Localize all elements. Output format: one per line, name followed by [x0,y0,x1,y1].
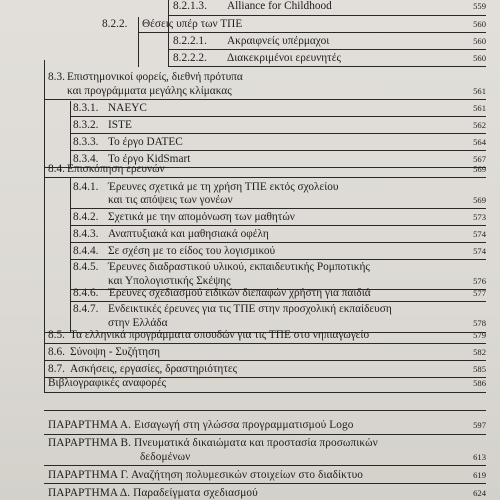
toc-entry-8-4-4 [0,244,500,258]
toc-page: 585 [473,364,486,374]
toc-entry-8-5 [0,328,500,342]
toc-title: Το έργο KidSmart [108,153,191,165]
toc-number: 8.4.1. [73,181,99,193]
appendix-title: ΠΑΡΑΡΤΗΜΑ Β. Πνευματικά δικαιώματα και προστασία προσωπικών [48,437,378,449]
toc-entry-references [0,376,500,390]
toc-page: 561 [473,86,486,96]
toc-title: Έρευνες διαδραστικού υλικού, εκπαιδευτικής Ρομποτικής [108,261,370,273]
toc-title: ISTE [108,119,132,131]
appendix-page: 613 [473,452,486,462]
entry-underline [44,343,486,344]
toc-title: Alliance for Childhood [227,0,332,12]
toc-page: 569 [473,195,486,205]
appendix-title: ΠΑΡΑΡΤΗΜΑ Δ. Παραδείγματα σχεδιασμού [48,487,258,499]
level3-bracket [138,17,139,67]
entry-underline [44,434,486,435]
toc-entry-8-2-2-1 [0,34,500,48]
toc-page: 582 [473,347,486,357]
entry-underline [70,133,486,134]
toc-page: 579 [473,330,486,340]
toc-number: 8.3.2. [73,119,99,131]
toc-entry-8-4-7 [0,302,500,316]
level4-bracket [168,0,169,67]
entry-underline [44,465,486,466]
appendix-entry-d [0,486,500,500]
toc-title: Έρευνες σχετικά με τη χρήση ΤΠΕ εκτός σχολείου [108,181,339,193]
toc-title: Τα ελληνικά προγράμματα σπουδών για τις ΤΠΕ στο νηπιαγωγείο [70,329,370,341]
toc-page: 576 [473,276,486,286]
entry-underline [44,392,486,393]
entry-underline [70,225,486,226]
toc-number: 8.2.2.1. [173,35,207,47]
toc-number: 8.3. [48,71,65,83]
section-8-4-bracket [70,178,71,333]
toc-entry-8-4-5 [0,260,500,274]
toc-entry-8-3-1 [0,101,500,115]
toc-page: 561 [473,103,486,113]
toc-page: 586 [473,378,486,388]
toc-number: 8.4. [48,163,65,175]
toc-number: 8.4.7. [73,303,99,315]
toc-number: 8.3.1. [73,102,99,114]
appendix-page: 597 [473,420,486,430]
toc-entry-8-6 [0,345,500,359]
toc-entry-8-3-2 [0,118,500,132]
toc-title: Επιστημονικοί φορείς, διεθνή πρότυπα [67,71,243,83]
toc-page: 578 [473,318,486,328]
toc-number: 8.4.5. [73,261,99,273]
toc-number: 8.5. [48,329,65,341]
toc-title: Επισκόπηση ερευνών [67,163,165,175]
toc-page: 560 [473,36,486,46]
toc-entry-8-2-2 [0,17,500,31]
toc-page: 574 [473,246,486,256]
toc-title-continued: και τις απόψεις των γονέων [108,194,233,206]
entry-underline [70,150,486,151]
toc-page: 560 [473,19,486,29]
appendix-title: ΠΑΡΑΡΤΗΜΑ Α. Εισαγωγή στη γλώσσα προγραμματισμού Logo [48,419,354,431]
entry-underline [168,15,486,16]
toc-title: Σε σχέση με το είδος του λογισμικού [108,245,276,257]
toc-entry-8-3-cont [0,84,500,98]
toc-number: 8.3.3. [73,136,99,148]
entry-underline [70,116,486,117]
toc-page: 559 [473,1,486,11]
toc-page: 574 [473,229,486,239]
toc-number: 8.6. [48,346,65,358]
entry-underline [44,177,486,178]
appendix-entry-b [0,436,500,450]
toc-page: 564 [473,137,486,147]
entry-underline [138,32,486,33]
entry-underline [70,242,486,243]
toc-title: NAEYC [108,102,147,114]
toc-title-continued: στην Ελλάδα [108,317,168,329]
toc-number: 8.4.3. [73,228,99,240]
toc-title: Ενδεικτικές έρευνες για τις ΤΠΕ στην προσχολική εκπαίδευση [108,303,392,315]
toc-entry-8-4-3 [0,227,500,241]
toc-page: 560 [473,53,486,63]
appendix-title: ΠΑΡΑΡΤΗΜΑ Γ. Αναζήτηση πολυμεσικών στοιχείων στο διαδίκτυο [48,469,364,481]
toc-entry-8-4-2 [0,210,500,224]
entry-underline [70,208,486,209]
toc-number: 8.4.6. [73,287,99,299]
toc-title: Αναπτυξιακά και μαθησιακά οφέλη [108,228,269,240]
toc-number: 8.4.2. [73,211,99,223]
toc-page: 567 [473,154,486,164]
entry-underline [168,66,486,67]
toc-title: Βιβλιογραφικές αναφορές [48,377,167,389]
toc-title: Έρευνες σχεδιασμού ειδικών διεπαφών χρήστη για παιδιά [108,287,371,299]
entry-underline [44,99,486,100]
toc-entry-8-4-1-cont [0,193,500,207]
toc-number: 8.3.4. [73,153,99,165]
toc-entry-8-4-6 [0,286,500,300]
appendix-entry-b-cont [0,450,500,464]
entry-underline [44,360,486,361]
toc-title: Διακεκριμένοι ερευνητές [227,52,341,64]
appendix-page: 619 [473,470,486,480]
appendix-separator-line [44,410,486,411]
chapter-bracket [44,60,45,393]
toc-number: 8.4.4. [73,245,99,257]
toc-title-continued: και Υπολογιστικής Σκέψης [108,275,231,287]
toc-title: Θέσεις υπέρ των ΤΠΕ [142,18,243,30]
toc-page: 577 [473,288,486,298]
toc-entry-8-7 [0,362,500,376]
toc-title-continued: και προγράμματα μεγάλης κλίμακας [67,85,232,97]
toc-number: 8.7. [48,363,65,375]
entry-underline [168,49,486,50]
toc-page: 562 [473,120,486,130]
entry-underline [44,483,486,484]
appendix-title-continued: δεδομένων [140,451,191,463]
toc-number: 8.2.2. [102,18,128,30]
toc-title: Σύνοψη - Συζήτηση [70,346,161,358]
toc-entry-8-2-2-2 [0,51,500,65]
toc-entry-8-3 [0,70,500,84]
toc-title: Ακραιφνείς υπέρμαχοι [227,35,330,47]
appendix-entry-a [0,418,500,432]
toc-entry-8-2-1-3 [0,0,500,13]
toc-number: 8.2.2.2. [173,52,207,64]
toc-page: 569 [473,164,486,174]
toc-number: 8.2.1.3. [173,0,207,12]
toc-title: Ασκήσεις, εργασίες, δραστηριότητες [70,363,238,375]
toc-entry-8-4-1 [0,180,500,194]
toc-page: 573 [473,212,486,222]
appendix-entry-c [0,468,500,482]
toc-entry-8-3-3 [0,135,500,149]
section-8-3-bracket [70,101,71,168]
toc-title: Το έργο DATEC [108,136,183,148]
appendix-page: 624 [473,488,486,498]
toc-entry-8-4 [0,162,500,176]
toc-title: Σχετικά με την απομόνωση των μαθητών [108,211,295,223]
